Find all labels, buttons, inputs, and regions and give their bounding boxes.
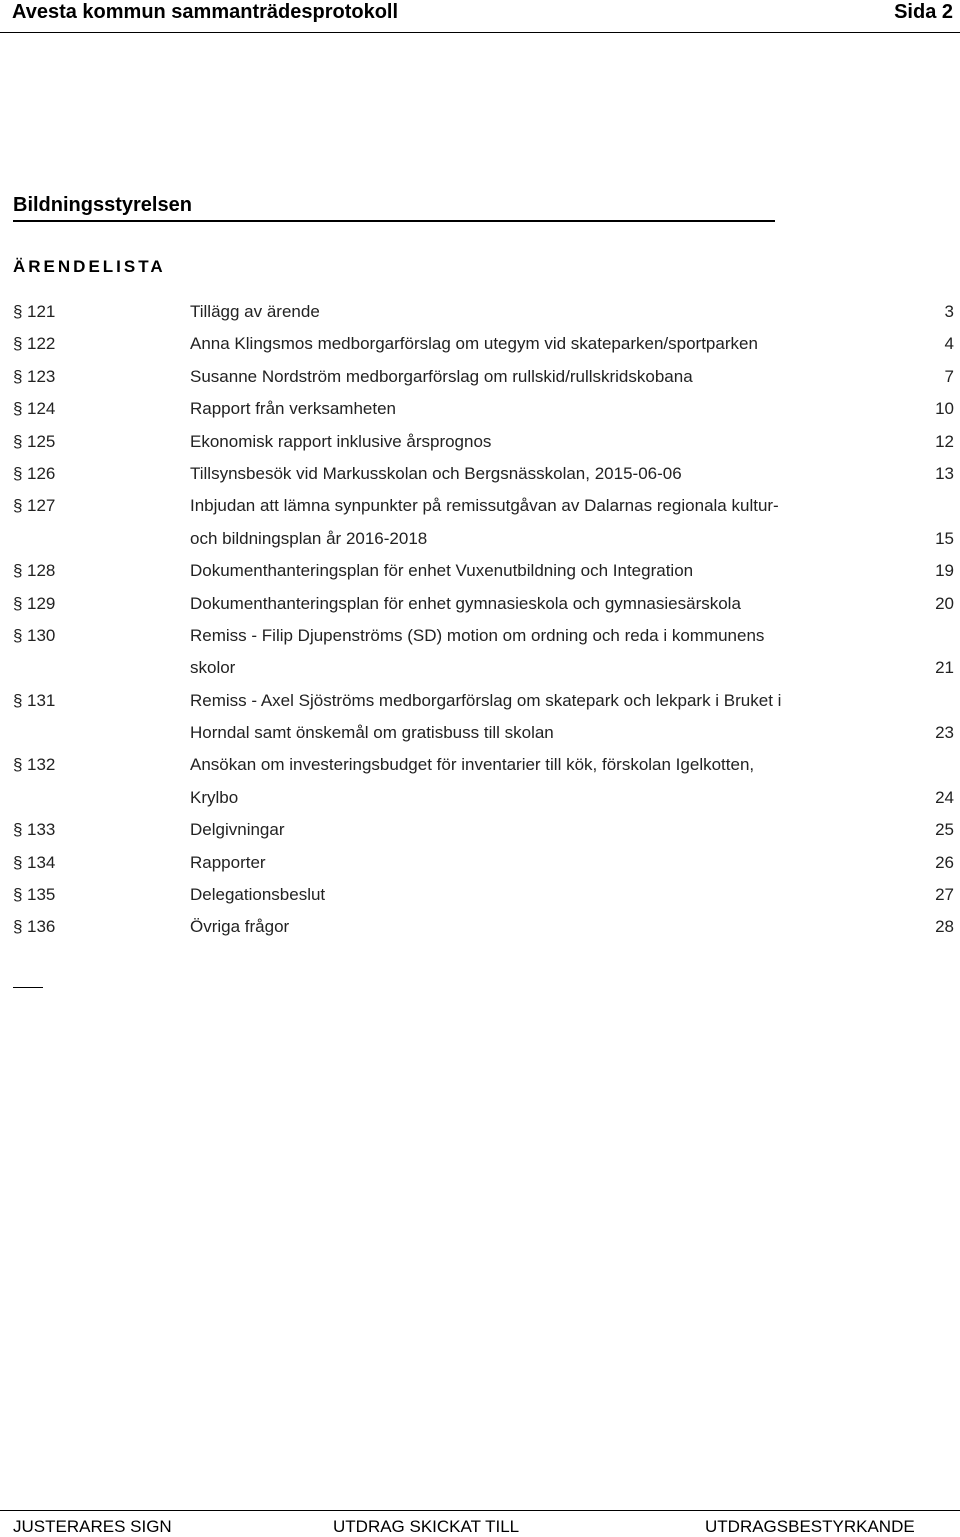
agenda-item-text: skolor [190,658,236,678]
agenda-item-line [0,490,960,522]
section-symbol: § [13,755,23,775]
agenda-item-number: 134 [27,852,56,872]
agenda-item-number: 131 [27,690,56,710]
agenda-item-line [0,555,960,587]
agenda-item-number: 121 [27,302,56,321]
agenda-item-number: 133 [27,820,56,840]
section-symbol: § [13,463,23,483]
agenda-item-line [0,426,960,458]
agenda-item-line [0,911,960,943]
footer-certified: UTDRAGSBESTYRKANDE [705,1517,915,1536]
section-symbol: § [13,302,23,321]
agenda-item [0,458,960,490]
section-symbol: § [13,690,23,710]
agenda-item [0,328,960,360]
agenda-item-number: 129 [27,593,56,613]
agenda-item-number: 126 [27,463,56,483]
agenda-item-line [0,523,960,555]
agenda-item-page: 19 [935,561,954,581]
agenda-item-text: Tillägg av ärende [190,302,320,321]
agenda-item-page: 20 [935,593,954,613]
agenda-item-page: 21 [935,658,954,678]
agenda-item [0,847,960,879]
committee-heading: Bildningsstyrelsen [13,194,775,222]
agenda-item-line [0,847,960,879]
page-footer [0,1510,960,1537]
agenda-item [0,749,960,814]
section-symbol: § [13,366,23,386]
agenda-item [0,911,960,943]
agenda-item-page: 10 [935,399,954,419]
agenda-item-text: Dokumenthanteringsplan för enhet gymnasieskola och gymnasiesärskola [190,593,741,613]
agenda-item-page: 27 [935,885,954,905]
agenda-item-line [0,361,960,393]
agenda-item-line [0,620,960,652]
agenda-item [0,361,960,393]
agenda-item-line [0,782,960,814]
agenda-item-line [0,652,960,684]
agenda-item [0,296,960,328]
agenda-item [0,620,960,685]
agenda-item [0,426,960,458]
agenda-item-text: Delgivningar [190,820,285,840]
agenda-item-number: 136 [27,917,56,937]
agenda-item-text: Dokumenthanteringsplan för enhet Vuxenutbildning och Integration [190,561,694,581]
agenda-item-text: och bildningsplan år 2016-2018 [190,528,428,548]
agenda-item-page: 26 [935,852,954,872]
agenda-item-page: 4 [944,334,954,354]
agenda-item [0,393,960,425]
agenda-item-number: 130 [27,625,56,645]
agenda-item-line [0,588,960,620]
agenda-item-number: 128 [27,561,56,581]
agenda-item-line [0,328,960,360]
agenda-item [0,814,960,846]
agenda-item-text: Delegationsbeslut [190,885,326,905]
section-symbol: § [13,399,23,419]
section-symbol: § [13,496,23,516]
agenda-item-text: Rapporter [190,852,266,872]
agenda-item-text: Rapport från verksamheten [190,399,396,419]
agenda-item-text: Ansökan om investeringsbudget för inventarier till kök, förskolan Igelkotten, [190,755,755,775]
agenda-item-page: 7 [944,366,954,386]
footer-sent: UTDRAG SKICKAT TILL [333,1517,520,1536]
agenda-item-number: 135 [27,885,56,905]
agenda-item-text: Horndal samt önskemål om gratisbuss till skolan [190,723,554,743]
agenda-item [0,555,960,587]
agenda-item-text: Ekonomisk rapport inklusive årsprognos [190,431,492,451]
agenda-item-text: Inbjudan att lämna synpunkter på remissutgåvan av Dalarnas regionala kultur- [190,496,779,516]
section-symbol: § [13,820,23,840]
agenda-item-number: 122 [27,334,56,354]
agenda-item-number: 123 [27,366,56,386]
agenda-item-line [0,749,960,781]
agenda-item-text: Anna Klingsmos medborgarförslag om utegym vid skateparken/sportparken [190,334,758,354]
page-number: Sida 2 [894,1,953,23]
agenda-item-text: Susanne Nordström medborgarförslag om rullskid/rullskridskobana [190,366,693,386]
agenda-item [0,588,960,620]
agenda-item-line [0,458,960,490]
agenda-item-page: 13 [935,463,954,483]
document-title: Avesta kommun sammanträdesprotokoll [12,1,399,23]
section-symbol: § [13,593,23,613]
agenda-item-page: 25 [935,820,954,840]
agenda-item-text: Remiss - Filip Djupenströms (SD) motion om ordning och reda i kommunens [190,625,765,645]
agenda-item-text: Krylbo [190,787,239,807]
agenda-item-page: 15 [935,528,954,548]
agenda-item-page: 28 [935,917,954,937]
agenda-item-page: 3 [944,302,954,321]
agenda-item-page: 23 [935,723,954,743]
agenda-item-line [0,717,960,749]
divider [13,987,43,988]
section-symbol: § [13,431,23,451]
agenda-item [0,879,960,911]
agenda-list-title: ÄRENDELISTA [13,257,166,276]
page-header [0,0,960,33]
section-symbol: § [13,885,23,905]
agenda-item-line [0,685,960,717]
agenda-item [0,490,960,555]
agenda-item-line [0,393,960,425]
agenda-item-page: 12 [935,431,954,451]
agenda-item [0,685,960,750]
footer-sign: JUSTERARES SIGN [13,1517,172,1536]
agenda-list [0,296,960,944]
section-symbol: § [13,852,23,872]
agenda-item-number: 132 [27,755,56,775]
agenda-item-text: Tillsynsbesök vid Markusskolan och Bergsnässkolan, 2015-06-06 [190,463,682,483]
section-symbol: § [13,917,23,937]
agenda-item-line [0,814,960,846]
section-symbol: § [13,625,23,645]
agenda-item-number: 124 [27,399,56,419]
agenda-item-line [0,879,960,911]
agenda-item-text: Övriga frågor [190,917,290,937]
agenda-item-number: 127 [27,496,56,516]
section-symbol: § [13,334,23,354]
agenda-item-text: Remiss - Axel Sjöströms medborgarförslag om skatepark och lekpark i Bruket i [190,690,782,710]
agenda-item-line [0,296,960,328]
agenda-item-page: 24 [935,787,954,807]
agenda-item-number: 125 [27,431,56,451]
section-symbol: § [13,561,23,581]
